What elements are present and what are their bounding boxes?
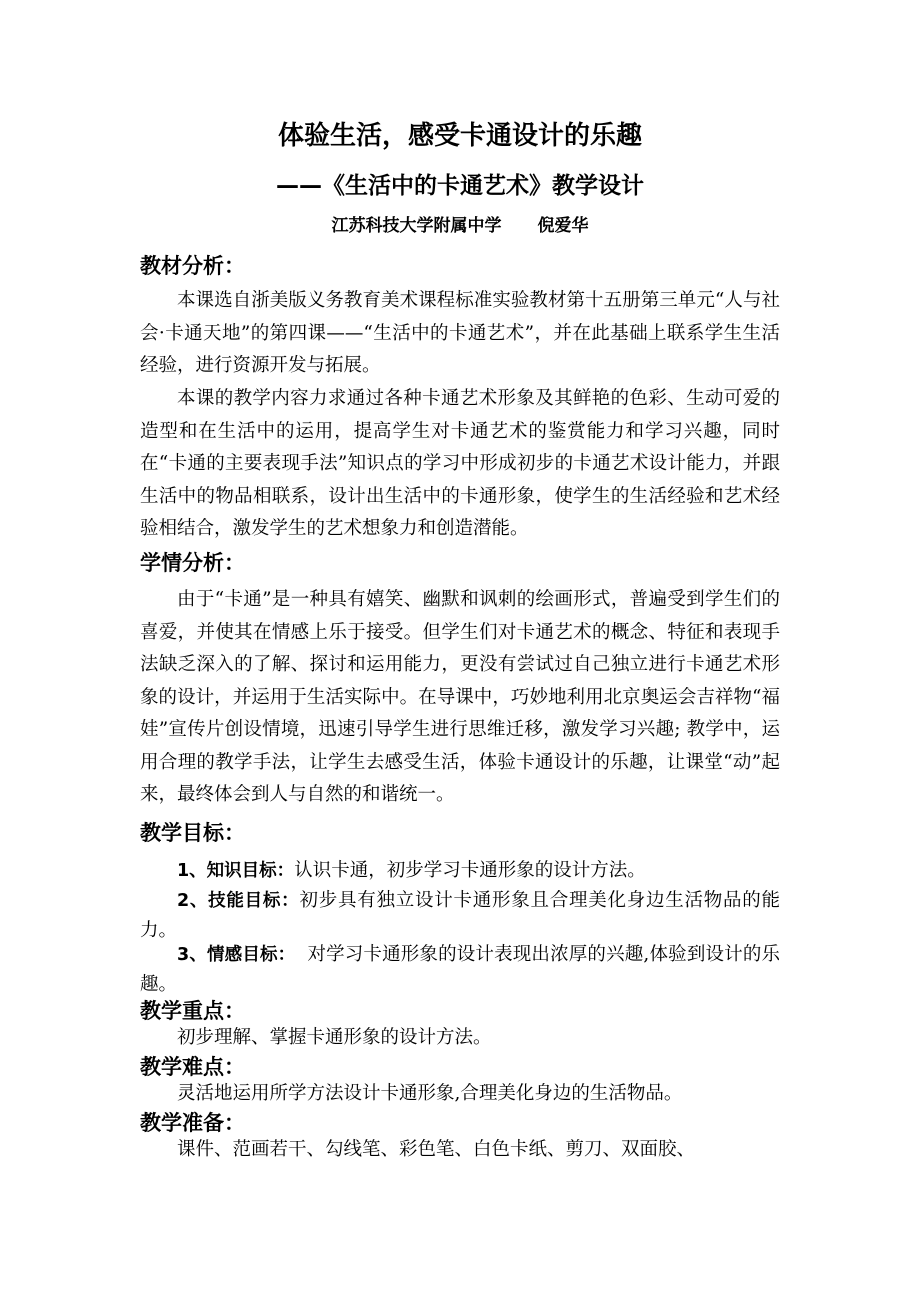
section-heading-materials: 教材分析： (140, 254, 245, 278)
document-title: 体验生活，感受卡通设计的乐趣 (277, 121, 642, 151)
goal-item-knowledge (140, 856, 780, 886)
goal-item-skill (140, 886, 780, 946)
preparation-text: 课件、范画若干、勾线笔、彩色笔、白色卡纸、剪刀、双面胶、 (177, 1139, 696, 1160)
materials-paragraph-1: 本课选自浙美版义务教育美术课程标准实验教材第十五册第三单元“人与社会·卡通天地”的第四课——“生活中的卡通艺术”，并在此基础上联系学生生活经验，进行资源开发与拓展。 (140, 290, 780, 376)
goal-label: 3、情感目标： (177, 945, 296, 965)
key-points-text: 初步理解、掌握卡通形象的设计方法。 (177, 1027, 492, 1048)
difficulties-text: 灵活地运用所学方法设计卡通形象,合理美化身边的生活物品。 (177, 1083, 683, 1104)
section-heading-preparation: 教学准备： (140, 1111, 245, 1135)
materials-paragraph-2: 本课的教学内容力求通过各种卡通艺术形象及其鲜艳的色彩、生动可爱的造型和在生活中的运用，提高学生对卡通艺术的鉴赏能力和学习兴趣，同时在“卡通的主要表现手法”知识点的学习中形成初步的卡通艺术设计能力，并跟生活中的物品相联系，设计出生活中的卡通形象，使学生的生活经验和艺术经验相结合，激发学生的艺术想象力和创造潜能。 (140, 388, 780, 539)
goal-label: 2、技能目标： (177, 891, 300, 911)
students-paragraph: 由于“卡通”是一种具有嬉笑、幽默和讽刺的绘画形式，普遍受到学生们的喜爱，并使其在情感上乐于接受。但学生们对卡通艺术的概念、特征和表现手法缺乏深入的了解、探讨和运用能力，更没有尝试过自己独立进行卡通艺术形象的设计，并运用于生活实际中。在导课中，巧妙地利用北京奥运会吉祥物“福娃”宣传片创设情境，迅速引导学生进行思维迁移，激发学习兴趣; 教学中，运用合理的教学手法，让学生去感受生活，体验卡通设计的乐趣，让课堂“动”起来，最终体会到人与自然的和谐统一。 (140, 589, 780, 805)
goal-text: 认识卡通，初步学习卡通形象的设计方法。 (294, 860, 646, 881)
goal-item-emotion (140, 940, 780, 1000)
section-heading-goals: 教学目标： (140, 821, 245, 845)
section-heading-students: 学情分析： (140, 551, 245, 575)
goal-label: 1、知识目标： (177, 861, 295, 881)
author-line (0, 213, 920, 239)
goal-text: 初步具有独立设计卡通形象且合理美化身边生活物品的能力。 (140, 890, 780, 941)
document-subtitle: ——《生活中的卡通艺术》教学设计 (276, 173, 644, 199)
author-name: 倪爱华 (537, 216, 589, 236)
section-heading-difficulties: 教学难点： (140, 1055, 245, 1079)
section-heading-key-points: 教学重点： (140, 999, 245, 1023)
goal-text: 对学习卡通形象的设计表现出浓厚的兴趣,体验到设计的乐趣。 (140, 944, 780, 995)
school-name: 江苏科技大学附属中学 (331, 216, 502, 236)
